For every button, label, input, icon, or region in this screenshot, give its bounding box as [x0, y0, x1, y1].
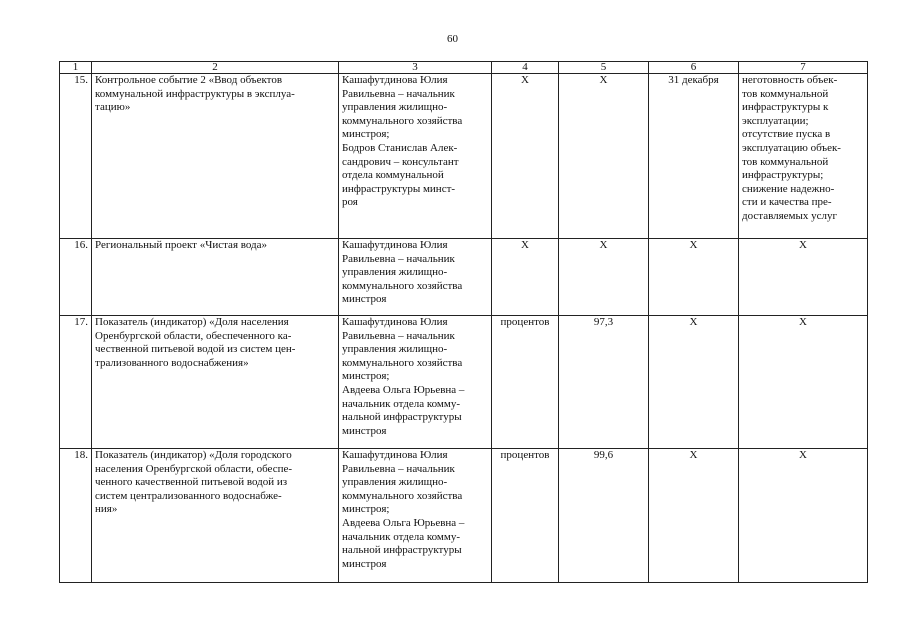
value: 97,3	[559, 316, 649, 449]
deadline: Х	[649, 239, 739, 316]
risks: неготовность объек- тов коммунальной инфраструктуры к эксплуатации; отсутствие пуска в эксплуатацию объек- тов коммунальной инфраструктуры; снижение надежно- сти и качества пре- доставляемых услуг	[739, 74, 868, 239]
unit: Х	[492, 239, 559, 316]
column-number: 2	[92, 62, 339, 74]
responsible-person: Кашафутдинова Юлия Равильевна – начальник управления жилищно- коммунального хозяйства минстроя	[339, 239, 492, 316]
column-number-row	[60, 62, 868, 74]
responsible-person: Кашафутдинова Юлия Равильевна – начальник управления жилищно- коммунального хозяйства минстроя; Авдеева Ольга Юрьевна – начальник отдела комму- нальной инфраструктуры минстроя	[339, 449, 492, 583]
table-row	[60, 239, 868, 316]
table-row	[60, 316, 868, 449]
row-number: 18.	[60, 449, 92, 583]
deadline: Х	[649, 316, 739, 449]
event-name: Показатель (индикатор) «Доля населения Оренбургской области, обеспеченного ка- чественной питьевой водой из систем цен- трализованного водоснабжения»	[92, 316, 339, 449]
event-name: Показатель (индикатор) «Доля городского населения Оренбургской области, обеспе- ченного качественной питьевой водой из систем централизованного водоснабже- ния»	[92, 449, 339, 583]
value: Х	[559, 239, 649, 316]
table-row	[60, 74, 868, 239]
table-row	[60, 449, 868, 583]
column-number: 7	[739, 62, 868, 74]
column-number: 1	[60, 62, 92, 74]
event-name: Региональный проект «Чистая вода»	[92, 239, 339, 316]
deadline: 31 декабря	[649, 74, 739, 239]
column-number: 5	[559, 62, 649, 74]
page-number: 60	[447, 33, 458, 45]
responsible-person: Кашафутдинова Юлия Равильевна – начальник управления жилищно- коммунального хозяйства минстроя; Авдеева Ольга Юрьевна – начальник отдела комму- нальной инфраструктуры минстроя	[339, 316, 492, 449]
risks: Х	[739, 449, 868, 583]
event-name: Контрольное событие 2 «Ввод объектов коммунальной инфраструктуры в эксплуа- тацию»	[92, 74, 339, 239]
risks: Х	[739, 239, 868, 316]
value: 99,6	[559, 449, 649, 583]
column-number: 3	[339, 62, 492, 74]
column-number: 6	[649, 62, 739, 74]
row-number: 17.	[60, 316, 92, 449]
responsible-person: Кашафутдинова Юлия Равильевна – начальник управления жилищно- коммунального хозяйства минстроя; Бодров Станислав Алек- сандрович – консультант отдела коммунальной инфраструктуры минст- роя	[339, 74, 492, 239]
risks: Х	[739, 316, 868, 449]
unit: Х	[492, 74, 559, 239]
unit: процентов	[492, 449, 559, 583]
row-number: 16.	[60, 239, 92, 316]
row-number: 15.	[60, 74, 92, 239]
unit: процентов	[492, 316, 559, 449]
plan-table	[59, 61, 868, 583]
column-number: 4	[492, 62, 559, 74]
deadline: Х	[649, 449, 739, 583]
value: Х	[559, 74, 649, 239]
